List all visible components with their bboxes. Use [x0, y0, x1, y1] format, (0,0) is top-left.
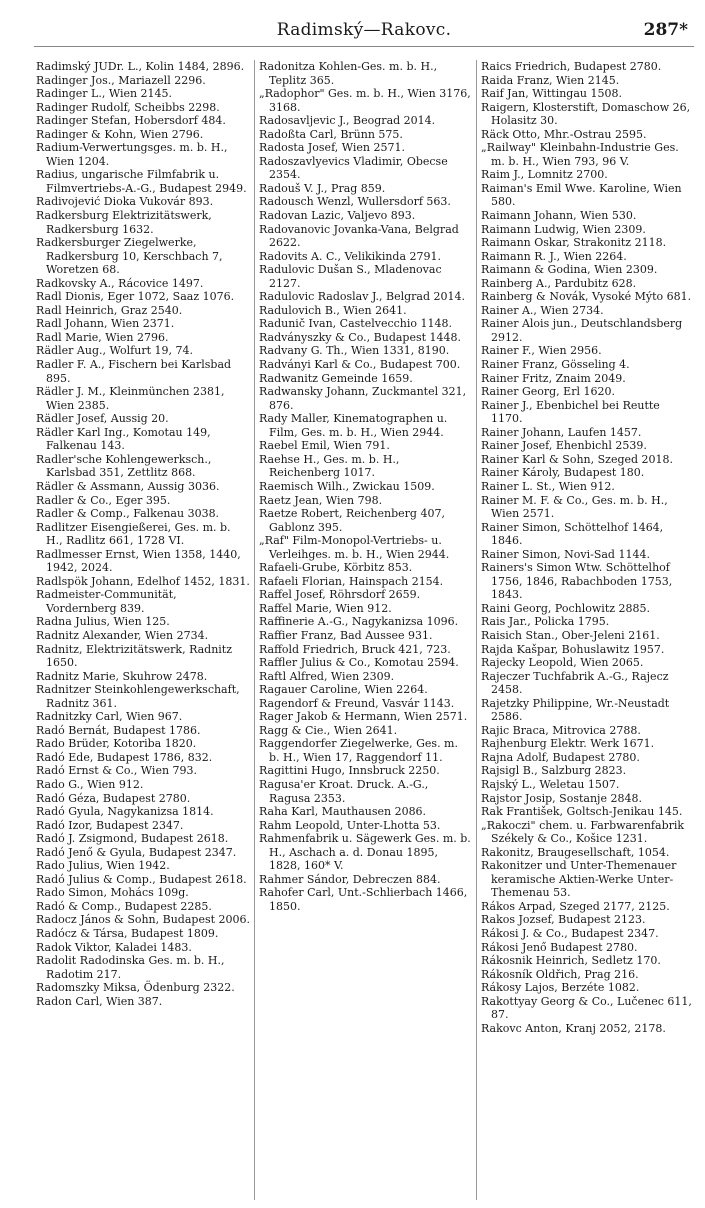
directory-entry: Radmeister-Communität, Vordernberg 839. [36, 588, 177, 615]
directory-entry: Radinger Jos., Mariazell 2296. [36, 73, 206, 87]
directory-entry: Radoßta Carl, Brünn 575. [259, 127, 403, 141]
directory-entry: Radlitzer Eisengießerei, Ges. m. b. H., Radlitz 661, 1728 VI. [36, 520, 231, 548]
directory-entry: Radó Julius & Comp., Budapest 2618. [36, 872, 247, 886]
directory-entry: Raffel Josef, Röhrsdorf 2659. [259, 588, 421, 602]
directory-entry: Ragusa'er Kroat. Druck. A.-G., Ragusa 2353. [259, 777, 429, 805]
directory-entry: Radouš V. J., Prag 859. [259, 181, 386, 195]
directory-entry: Rakos Jozsef, Budapest 2123. [481, 913, 646, 927]
directory-entry: Radvany G. Th., Wien 1331, 8190. [259, 344, 450, 358]
page-header [34, 20, 694, 47]
directory-entry: Radna Julius, Wien 125. [36, 615, 170, 629]
directory-entry: Radulovich B., Wien 2641. [259, 303, 407, 317]
directory-entry: Raics Friedrich, Budapest 2780. [481, 60, 662, 73]
directory-entry: Radó Jenő & Gyula, Budapest 2347. [36, 845, 237, 859]
directory-entry: Rado Simon, Mohács 109g. [36, 886, 189, 900]
directory-entry: Raimann Ludwig, Wien 2309. [481, 222, 646, 236]
directory-entry: Rady Maller, Kinematographen u. Film, Ges. m. b. H., Wien 2944. [259, 412, 448, 439]
directory-entry: Raha Karl, Mauthausen 2086. [259, 805, 427, 819]
directory-entry: Radwansky Johann, Zuckmantel 321, 876. [259, 385, 467, 412]
directory-entry: Rafaeli-Grube, Körbitz 853. [259, 561, 413, 575]
directory-entry: „Radophor" Ges. m. b. H., Wien 3176, 3168. [259, 87, 471, 114]
directory-entry: Rahm Leopold, Unter-Lhotta 53. [259, 818, 441, 832]
page-title: Radimský—Rakovc. [276, 20, 452, 40]
directory-entry: Rákos Arpad, Szeged 2177, 2125. [481, 899, 670, 913]
directory-entry: Radius, ungarische Filmfabrik u. Filmvertriebs-A.-G., Budapest 2949. [36, 168, 247, 195]
directory-entry: Rainer Simon, Novi-Sad 1144. [481, 547, 650, 561]
directory-entry: Rahmer Sándor, Debreczen 884. [259, 872, 441, 886]
directory-entry: Raetze Robert, Reichenberg 407, Gablonz 395. [259, 507, 445, 534]
directory-entry: „Railway" Kleinbahn-Industrie Ges. m. b. H., Wien 793, 96 V. [481, 141, 679, 168]
directory-entry: Radnitz Marie, Skuhrow 2478. [36, 669, 208, 683]
directory-entry: Rakonitzer und Unter-Themenauer keramische Aktien-Werke Unter-Themenau 53. [481, 859, 677, 900]
directory-entry: Raim J., Lomnitz 2700. [481, 168, 608, 182]
directory-entry: Rainer Alois jun., Deutschlandsberg 2912. [481, 317, 683, 344]
directory-entry: Raisich Stan., Ober-Jeleni 2161. [481, 628, 660, 642]
directory-entry: Rakonitz, Braugesellschaft, 1054. [481, 845, 670, 859]
directory-entry: Radovanovic Jovanka-Vana, Belgrad 2622. [259, 222, 459, 250]
directory-entry: Rajna Adolf, Budapest 2780. [481, 750, 640, 764]
directory-entry: Radwanitz Gemeinde 1659. [259, 371, 413, 385]
directory-entry: Radkersburg Elektrizitätswerk, Radkersburg 1632. [36, 209, 212, 236]
directory-entry: Raemisch Wilh., Zwickau 1509. [259, 479, 435, 493]
directory-entry: Radnitz, Elektrizitätswerk, Radnitz 1650. [36, 642, 233, 670]
directory-entry: Raffler Julius & Co., Komotau 2594. [259, 656, 459, 670]
directory-entry: Rafaeli Florian, Hainspach 2154. [259, 574, 444, 588]
directory-entry: Rainer L. St., Wien 912. [481, 479, 615, 493]
directory-entry: Radocz János & Sohn, Budapest 2006. [36, 913, 251, 927]
directory-entry: Rainer J., Ebenbichel bei Reutte 1170. [481, 398, 660, 426]
directory-entry: Radunič Ivan, Castelvecchio 1148. [259, 317, 452, 331]
directory-entry: Rajeczer Tuchfabrik A.-G., Rajecz 2458. [481, 669, 669, 697]
directory-entry: Radulovic Dušan S., Mladenovac 2127. [259, 263, 442, 290]
directory-entry: Radlmesser Ernst, Wien 1358, 1440, 1942, 2024. [36, 547, 241, 575]
directory-entry: Rainer M. F. & Co., Ges. m. b. H., Wien 2571. [481, 493, 668, 521]
directory-entry: Radócz & Társa, Budapest 1809. [36, 927, 219, 940]
directory-entry: Raffel Marie, Wien 912. [259, 601, 392, 615]
directory-entry: Rais Jar., Policka 1795. [481, 615, 610, 629]
directory-entry: Raini Georg, Pochlowitz 2885. [481, 601, 651, 615]
directory-entry: Radium-Verwertungsges. m. b. H., Wien 1204. [36, 141, 228, 168]
directory-entry: Rager Jakob & Hermann, Wien 2571. [259, 710, 468, 724]
directory-entry: Rahofer Carl, Unt.-Schlierbach 1466, 1850. [259, 886, 468, 913]
directory-entry: Rajsigl B., Salzburg 2823. [481, 764, 627, 778]
directory-entry: Rainers's Simon Wtw. Schöttelhof 1756, 1846, Rabachboden 1753, 1843. [481, 561, 673, 602]
directory-entry: Rainer Johann, Laufen 1457. [481, 425, 642, 439]
directory-entry: Radinger & Kohn, Wien 2796. [36, 127, 204, 141]
directory-entry: Rainer Georg, Erl 1620. [481, 385, 615, 399]
directory-entry: Rainer A., Wien 2734. [481, 303, 604, 317]
directory-entry: Rákosnik Heinrich, Sedletz 170. [481, 954, 661, 968]
directory-entry: Raehse H., Ges. m. b. H., Reichenberg 1017. [259, 452, 400, 480]
directory-entry: Rajhenburg Elektr. Werk 1671. [481, 737, 655, 751]
directory-entry: Rädler & Assmann, Aussig 3036. [36, 479, 220, 493]
directory-entry: Raiman's Emil Wwe. Karoline, Wien 580. [481, 181, 682, 209]
directory-entry: Rákosi J. & Co., Budapest 2347. [481, 927, 659, 940]
directory-entry: „Raf" Film-Monopol-Vertriebs- u. Verleihges. m. b. H., Wien 2944. [259, 534, 450, 561]
directory-entry: Raftl Alfred, Wien 2309. [259, 669, 395, 683]
directory-entry: Radinger Rudolf, Scheibbs 2298. [36, 100, 220, 114]
directory-entry: Radkovsky A., Rácovice 1497. [36, 276, 204, 290]
directory-entry: Ragittini Hugo, Innsbruck 2250. [259, 764, 440, 778]
directory-entry: Radnitz Alexander, Wien 2734. [36, 628, 209, 642]
directory-entry: Rainer Fritz, Znaim 2049. [481, 371, 626, 385]
directory-entry: Radó Ernst & Co., Wien 793. [36, 764, 198, 778]
directory-entry: Rak František, Goltsch-Jenikau 145. [481, 805, 683, 819]
directory-entry: Radó Izor, Budapest 2347. [36, 818, 184, 832]
directory-entry: Rainer Károly, Budapest 180. [481, 466, 645, 480]
directory-entry: Radó Gyula, Nagykanizsa 1814. [36, 805, 214, 819]
directory-entry: Rainer Franz, Gösseling 4. [481, 358, 630, 372]
directory-entry: Raif Jan, Wittingau 1508. [481, 87, 622, 101]
directory-entry: Radler & Comp., Falkenau 3038. [36, 507, 220, 521]
directory-entry: Räck Otto, Mhr.-Ostrau 2595. [481, 127, 647, 141]
directory-entry: Raigern, Klosterstift, Domaschow 26, Holasitz 30. [481, 100, 691, 128]
directory-entry: Radnitzky Carl, Wien 967. [36, 710, 183, 724]
directory-entry: Ragg & Cie., Wien 2641. [259, 723, 398, 737]
directory-entry: Radler'sche Kohlengewerksch., Karlsbad 351, Zettlitz 868. [36, 452, 212, 480]
directory-entry: Radoszavlyevics Vladimir, Obecse 2354. [259, 154, 448, 182]
directory-entry: Radler & Co., Eger 395. [36, 493, 171, 507]
column-1 [32, 60, 254, 1200]
directory-entry: Radovan Lazic, Valjevo 893. [259, 209, 416, 223]
directory-entry: Radó J. Zsigmond, Budapest 2618. [36, 832, 229, 846]
directory-entry: Rainer Josef, Ehenbichl 2539. [481, 439, 647, 453]
directory-entry: Rajský L., Weletau 1507. [481, 777, 620, 791]
directory-entry: Raida Franz, Wien 2145. [481, 73, 620, 87]
directory-entry: Rakovc Anton, Kranj 2052, 2178. [481, 1021, 666, 1035]
directory-entry: Rákosník Oldřich, Prag 216. [481, 967, 639, 981]
directory-entry: Radok Viktor, Kaladei 1483. [36, 940, 192, 954]
directory-entry: Radl Dionis, Eger 1072, Saaz 1076. [36, 290, 235, 304]
directory-entry: Radler F. A., Fischern bei Karlsbad 895. [36, 358, 232, 385]
directory-entry: Rado Brüder, Kotoriba 1820. [36, 737, 197, 751]
directory-entry: Raimann Oskar, Strakonitz 2118. [481, 236, 667, 250]
directory-entry: Rajda Kašpar, Bohuslawitz 1957. [481, 642, 665, 656]
directory-entry: Rädler Karl Ing., Komotau 149, Falkenau 143. [36, 425, 211, 453]
directory-entry: Ragendorf & Freund, Vasvár 1143. [259, 696, 455, 710]
directory-entry: Rajetzky Philippine, Wr.-Neustadt 2586. [481, 696, 670, 724]
directory-columns [32, 60, 698, 1200]
directory-entry: Radulovic Radoslav J., Belgrad 2014. [259, 290, 465, 304]
directory-entry: Raetz Jean, Wien 798. [259, 493, 383, 507]
directory-entry: Radó Ede, Budapest 1786, 832. [36, 750, 213, 764]
directory-entry: Rajic Braca, Mitrovica 2788. [481, 723, 641, 737]
directory-entry: Rado Julius, Wien 1942. [36, 859, 170, 873]
directory-entry: Raffold Friedrich, Bruck 421, 723. [259, 642, 451, 656]
directory-entry: Radkersburger Ziegelwerke, Radkersburg 10, Kerschbach 7, Woretzen 68. [36, 236, 223, 277]
directory-entry: Radon Carl, Wien 387. [36, 994, 163, 1008]
directory-entry: Raimann R. J., Wien 2264. [481, 249, 627, 263]
directory-entry: Rákosy Lajos, Berzéte 1082. [481, 981, 640, 995]
directory-entry: Radó & Comp., Budapest 2285. [36, 899, 212, 913]
directory-entry: Radnitzer Steinkohlengewerkschaft, Radnitz 361. [36, 683, 240, 710]
directory-entry: Radinger Stefan, Hobersdorf 484. [36, 114, 226, 128]
directory-entry: Radonitza Kohlen-Ges. m. b. H., Teplitz 365. [259, 60, 438, 87]
directory-entry: Radó Bernát, Budapest 1786. [36, 723, 201, 737]
page-number: 287* [643, 20, 688, 40]
directory-entry: Raggendorfer Ziegelwerke, Ges. m. b. H., Wien 17, Raggendorf 11. [259, 737, 458, 764]
directory-entry: Rakottyay Georg & Co., Lučenec 611, 87. [481, 994, 692, 1022]
directory-entry: Rainberg A., Pardubitz 628. [481, 276, 637, 290]
directory-entry: Radosavljevic J., Beograd 2014. [259, 114, 436, 128]
column-2 [254, 60, 476, 1200]
directory-entry: Radlspök Johann, Edelhof 1452, 1831. [36, 574, 250, 588]
directory-entry: Rädler J. M., Kleinmünchen 2381, Wien 2385. [36, 385, 225, 412]
directory-entry: Radványszky & Co., Budapest 1448. [259, 330, 462, 344]
directory-entry: Rajstor Josip, Sostanje 2848. [481, 791, 642, 805]
directory-entry: Radivojević Dioka Vukovár 893. [36, 195, 214, 209]
directory-entry: Radl Johann, Wien 2371. [36, 317, 175, 331]
directory-entry: Radimský JUDr. L., Kolin 1484, 2896. [36, 60, 245, 73]
directory-entry: Raebel Emil, Wien 791. [259, 439, 390, 453]
directory-entry: Raffinerie A.-G., Nagykanizsa 1096. [259, 615, 459, 629]
directory-entry: Raimann Johann, Wien 530. [481, 209, 637, 223]
column-3 [476, 60, 698, 1200]
directory-entry: Raffier Franz, Bad Aussee 931. [259, 628, 433, 642]
directory-entry: Radosta Josef, Wien 2571. [259, 141, 405, 155]
directory-entry: Radó Géza, Budapest 2780. [36, 791, 191, 805]
directory-entry: Raimann & Godina, Wien 2309. [481, 263, 658, 277]
directory-entry: Rado G., Wien 912. [36, 777, 144, 791]
directory-entry: Ragauer Caroline, Wien 2264. [259, 683, 428, 697]
directory-entry: Rädler Aug., Wolfurt 19, 74. [36, 344, 193, 358]
directory-entry: Rákosi Jenő Budapest 2780. [481, 940, 638, 954]
directory-entry: Radl Marie, Wien 2796. [36, 330, 169, 344]
directory-entry: Radinger L., Wien 2145. [36, 87, 173, 101]
directory-entry: Rajecky Leopold, Wien 2065. [481, 656, 644, 670]
directory-entry: Radl Heinrich, Graz 2540. [36, 303, 183, 317]
directory-entry: Rainer Karl & Sohn, Szeged 2018. [481, 452, 674, 466]
directory-entry: Rahmenfabrik u. Sägewerk Ges. m. b. H., Aschach a. d. Donau 1895, 1828, 160* V. [259, 832, 471, 873]
directory-entry: Rädler Josef, Aussig 20. [36, 412, 169, 426]
directory-entry: „Rakoczi" chem. u. Farbwarenfabrik Székely & Co., Košice 1231. [481, 818, 685, 846]
directory-entry: Radomszky Miksa, Ödenburg 2322. [36, 981, 235, 995]
directory-entry: Rainberg & Novák, Vysoké Mýto 681. [481, 290, 692, 304]
directory-entry: Rainer Simon, Schöttelhof 1464, 1846. [481, 520, 664, 548]
directory-entry: Radousch Wenzl, Wullersdorf 563. [259, 195, 451, 209]
directory-entry: Radolit Radodinska Ges. m. b. H., Radotim 217. [36, 954, 225, 981]
directory-entry: Radovits A. C., Velikikinda 2791. [259, 249, 442, 263]
directory-entry: Rainer F., Wien 2956. [481, 344, 602, 358]
directory-entry: Radványi Karl & Co., Budapest 700. [259, 358, 461, 372]
